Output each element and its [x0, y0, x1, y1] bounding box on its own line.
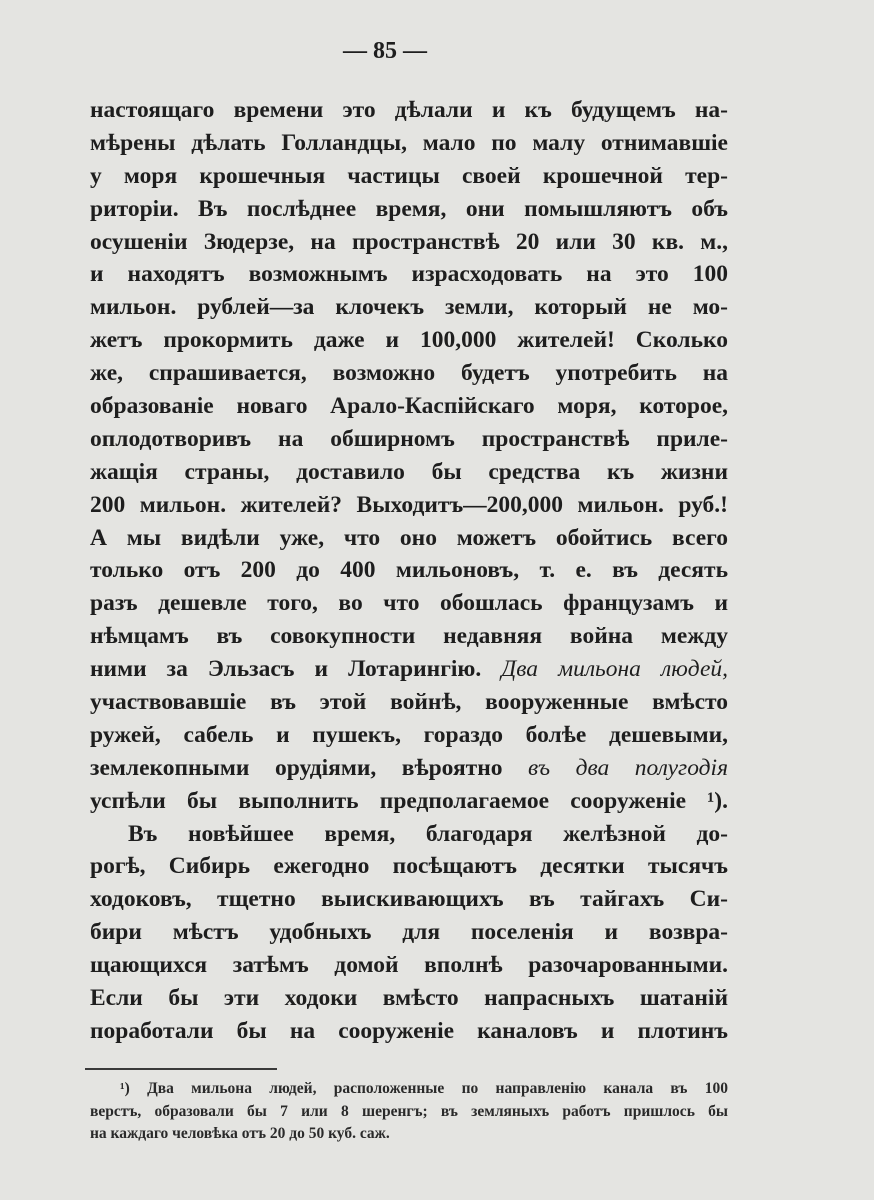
- text-line-content: успѣли бы выполнить предполагаемое сооруженіе ¹).: [90, 787, 728, 814]
- text-line: [90, 752, 728, 785]
- text-line-content: и находятъ возможнымъ израсходовать на это 100: [90, 261, 728, 288]
- text-line-content: рогѣ, Сибирь ежегодно посѣщаютъ десятки тысячъ: [90, 853, 728, 880]
- text-line-content: ходоковъ, тщетно выискивающихъ въ тайгахъ Си-: [90, 886, 728, 913]
- text-line: [90, 489, 728, 522]
- text-line: [90, 620, 728, 653]
- text-line-content: образованіе новаго Арало-Каспійскаго моря, которое,: [90, 393, 728, 420]
- page-number: — 85 —: [343, 38, 427, 64]
- text-line: [90, 982, 728, 1015]
- text-line: [90, 127, 728, 160]
- text-line-content: А мы видѣли уже, что оно можетъ обойтись всего: [90, 524, 728, 551]
- text-line-content: участвовавшіе въ этой войнѣ, вооруженные вмѣсто: [90, 689, 728, 716]
- text-line-content: землекопными орудіями, вѣроятно: [90, 754, 528, 781]
- text-line: [90, 258, 728, 291]
- text-line: [90, 554, 728, 587]
- text-line: [90, 785, 728, 818]
- footnote-divider: [85, 1068, 277, 1070]
- text-line: [90, 850, 728, 883]
- text-line-content: жащія страны, доставило бы средства къ жизни: [90, 458, 728, 485]
- text-line: [90, 423, 728, 456]
- body-text: [90, 94, 728, 1048]
- text-line: [90, 653, 728, 686]
- text-line: [90, 1015, 728, 1048]
- footnote-line: на каждаго человѣка отъ 20 до 50 куб. саж.: [90, 1125, 390, 1142]
- text-line-content: щающихся затѣмъ домой вполнѣ разочарованными.: [90, 952, 728, 979]
- text-line: [90, 291, 728, 324]
- text-line-content: у моря крошечныя частицы своей крошечной тер-: [90, 162, 728, 189]
- text-line-content: поработали бы на сооруженіе каналовъ и плотинъ: [90, 1017, 728, 1044]
- italic-emphasis: въ два полугодія: [528, 754, 728, 781]
- text-line: [90, 357, 728, 390]
- text-line: [90, 916, 728, 949]
- text-line: [90, 949, 728, 982]
- text-line-content: оплодотворивъ на обширномъ пространствѣ приле-: [90, 425, 728, 452]
- text-line: [90, 324, 728, 357]
- text-line: [90, 390, 728, 423]
- text-line: [90, 226, 728, 259]
- text-line-content: Если бы эти ходоки вмѣсто напрасныхъ шатаній: [90, 985, 728, 1012]
- text-line: [90, 818, 728, 851]
- text-line: [90, 456, 728, 489]
- text-line-content: только отъ 200 до 400 мильоновъ, т. е. въ десять: [90, 557, 728, 584]
- text-line-content: разъ дешевле того, во что обошлась французамъ и: [90, 590, 728, 617]
- text-line: [90, 193, 728, 226]
- text-line: [90, 160, 728, 193]
- text-line-content: мѣрены дѣлать Голландцы, мало по малу отнимавшіе: [90, 129, 728, 156]
- text-line-content: риторіи. Въ послѣднее время, они помышляютъ объ: [90, 195, 728, 222]
- footnote: [90, 1078, 728, 1146]
- text-line: [90, 94, 728, 127]
- text-line: [90, 883, 728, 916]
- text-line-content: бири мѣстъ удобныхъ для поселенія и возвра-: [90, 919, 728, 946]
- text-line-content: Въ новѣйшее время, благодаря желѣзной до-: [128, 820, 728, 847]
- footnote-line: ¹) Два мильона людей, расположенные по направленію канала въ 100: [120, 1080, 728, 1097]
- text-line-content: 200 мильон. жителей? Выходитъ—200,000 мильон. руб.!: [90, 491, 728, 518]
- text-line-content: осушеніи Зюдерзе, на пространствѣ 20 или 30 кв. м.,: [90, 228, 728, 255]
- text-line: [90, 719, 728, 752]
- text-line-content: нѣмцамъ въ совокупности недавняя война между: [90, 623, 728, 650]
- footnote-line: верстъ, образовали бы 7 или 8 шеренгъ; въ земляныхъ работъ пришлось бы: [90, 1102, 728, 1120]
- text-line: [90, 686, 728, 719]
- italic-emphasis: Два мильона людей,: [501, 656, 728, 683]
- text-line-content: ними за Эльзасъ и Лотарингію.: [90, 656, 502, 683]
- text-line: [90, 587, 728, 620]
- text-line-content: мильон. рублей—за клочекъ земли, который не мо-: [90, 294, 728, 321]
- text-line-content: жетъ прокормить даже и 100,000 жителей! Сколько: [90, 327, 728, 354]
- text-line-content: же, спрашивается, возможно будетъ употребить на: [90, 360, 728, 387]
- text-line-content: ружей, сабель и пушекъ, гораздо болѣе дешевыми,: [90, 721, 728, 748]
- text-line: [90, 522, 728, 555]
- text-line-content: настоящаго времени это дѣлали и къ будущемъ на-: [90, 97, 728, 123]
